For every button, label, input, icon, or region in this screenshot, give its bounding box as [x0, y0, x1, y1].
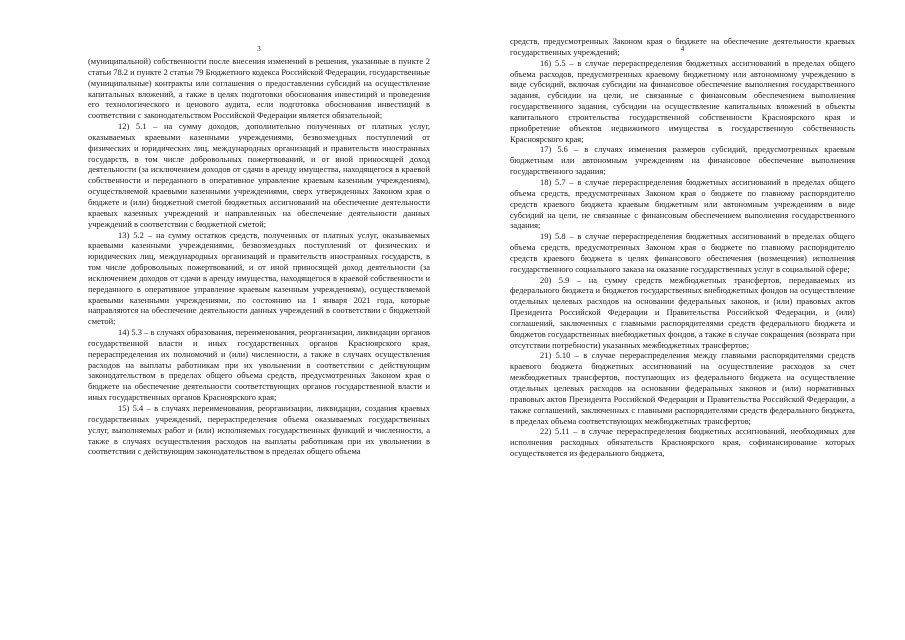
page-number: 3: [257, 45, 261, 53]
paragraph: 21) 5.10 – в случае перераспределения между главными распорядителями средств краевого бюджета бюджетных ассигнований на осуществление расходов за счет межбюджетных трансфертов, поступающих из федерального бюджета на осуществление отдельных целевых расходов на основании федеральных законов и (или) нормативных правовых актов Президента Российской Федерации и Правительства Российской Федерации, а также соглашений, заключенных с главными распорядителями средств федерального бюджета, в пределах объема соответствующих межбюджетных трансфертов;: [510, 350, 855, 426]
paragraph: 15) 5.4 – в случаях переименования, реорганизации, ликвидации, создания краевых государственных учреждений, перераспределения объема оказываемых государственных услуг, выполняемых работ и (или) исполняемых государственных функций и численности, а также в случаях осуществления расходов на выплаты работникам при их увольнении в соответствии с действующим законодательством в пределах общего объема: [88, 403, 430, 457]
page-3: [88, 0, 430, 640]
page-text: [510, 36, 855, 459]
paragraph: 12) 5.1 – на сумму доходов, дополнительно полученных от платных услуг, оказываемых краевыми казенными учреждениями, безвозмездных поступлений от физических и юридических лиц, международных организаций и правительств иностранных государств, в том числе добровольных пожертвований, и от иной приносящей доход деятельности (за исключением доходов от сдачи в аренду имущества, находящегося в краевой собственности и переданного в оперативное управление краевым казенным учреждениям), осуществляемой краевыми казенными учреждениями, сверх утвержденных Законом края о бюджете и (или) бюджетной сметой бюджетных ассигнований на обеспечение деятельности краевых казенных учреждений и направленных на обеспечение деятельности данных учреждений в соответствии с бюджетной сметой;: [88, 121, 430, 229]
paragraph: 20) 5.9 – на сумму средств межбюджетных трансфертов, передаваемых из федерального бюджета и бюджетов государственных внебюджетных фондов на осуществление отдельных целевых расходов на основании федеральных законов, и (или) правовых актов Президента Российской Федерации и Правительства Российской Федерации, и (или) соглашений, заключенных с главными распорядителями средств федерального бюджета и бюджетов государственных внебюджетных фондов, а также в случае сокращения (возврата при отсутствии потребности) указанных межбюджетных трансфертов;: [510, 274, 855, 350]
paragraph: 18) 5.7 – в случае перераспределения бюджетных ассигнований в пределах общего объема средств, предусмотренных Законом края о бюджете по главному распорядителю средств краевого бюджета краевым бюджетным или автономным учреждениям в виде субсидий на цели, не связанные с финансовым обеспечением выполнения государственного задания;: [510, 176, 855, 231]
paragraph: (муниципальной) собственности после внесения изменений в решения, указанные в пункте 2 статьи 78.2 и пункте 2 статьи 79 Бюджетного кодекса Российской Федерации, государственные (муниципальные) контракты или соглашения о предоставлении субсидий на осуществление капитальных вложений, а также в целях подготовки обоснования инвестиций и проведения его технологического и ценового аудита, если подготовка обоснования инвестиций в соответствии с законодательством Российской Федерации является обязательной;: [88, 56, 430, 121]
paragraph: 22) 5.11 – в случае перераспределения бюджетных ассигнований, необходимых для исполнения расходных обязательств Красноярского края, софинансирование которых осуществляется из федерального бюджета,: [510, 426, 855, 459]
paragraph: 19) 5.8 – в случае перераспределения бюджетных ассигнований в пределах общего объема средств, предусмотренных Законом края о бюджете по главному распорядителю средств краевого бюджета в целях финансового обеспечения (возмещения) исполнения государственного социального заказа на оказание государственных услуг в социальной сфере;: [510, 231, 855, 274]
paragraph: 17) 5.6 – в случаях изменения размеров субсидий, предусмотренных краевым бюджетным или автономным учреждениям на финансовое обеспечение выполнения государственного задания;: [510, 144, 855, 177]
paragraph: 13) 5.2 – на сумму остатков средств, полученных от платных услуг, оказываемых краевыми казенными учреждениями, безвозмездных поступлений от физических и юридических лиц, международных организаций и правительств иностранных государств, в том числе добровольных пожертвований, и от иной приносящей доход деятельности (за исключением доходов от сдачи в аренду имущества, находящегося в краевой собственности и переданного в оперативное управление краевым казенным учреждениям), осуществляемой краевыми казенными учреждениями, по состоянию на 1 января 2021 года, которые направляются на обеспечение деятельности данных учреждений в соответствии с бюджетной сметой;: [88, 229, 430, 327]
paragraph: 14) 5.3 – в случаях образования, переименования, реорганизации, ликвидации органов государственной власти и иных государственных органов Красноярского края, перераспределения их полномочий и (или) численности, а также в случаях осуществления расходов на выплаты работникам при их увольнении в соответствии с действующим законодательством в пределах общего объема средств, предусмотренных Законом края о бюджете на обеспечение деятельности соответствующих органов государственной власти и иных государственных органов Красноярского края;: [88, 327, 430, 403]
paragraph: 16) 5.5 – в случае перераспределения бюджетных ассигнований в пределах общего объема расходов, предусмотренных краевому бюджетному или автономному учреждению в виде субсидий, включая субсидии на финансовое обеспечение выполнения государственного задания, субсидии на цели, не связанные с финансовым обеспечением выполнения государственного задания, субсидии на осуществление капитальных вложений в объекты капитального строительства государственной собственности Красноярского края и приобретение объектов недвижимого имущества в государственную собственность Красноярского края;: [510, 57, 855, 144]
paragraph: средств, предусмотренных Законом края о бюджете на обеспечение деятельности краевых государственных учреждений;: [510, 36, 855, 57]
page-number: 4: [680, 45, 685, 53]
page-text: [88, 56, 430, 457]
page-4: [510, 0, 855, 640]
